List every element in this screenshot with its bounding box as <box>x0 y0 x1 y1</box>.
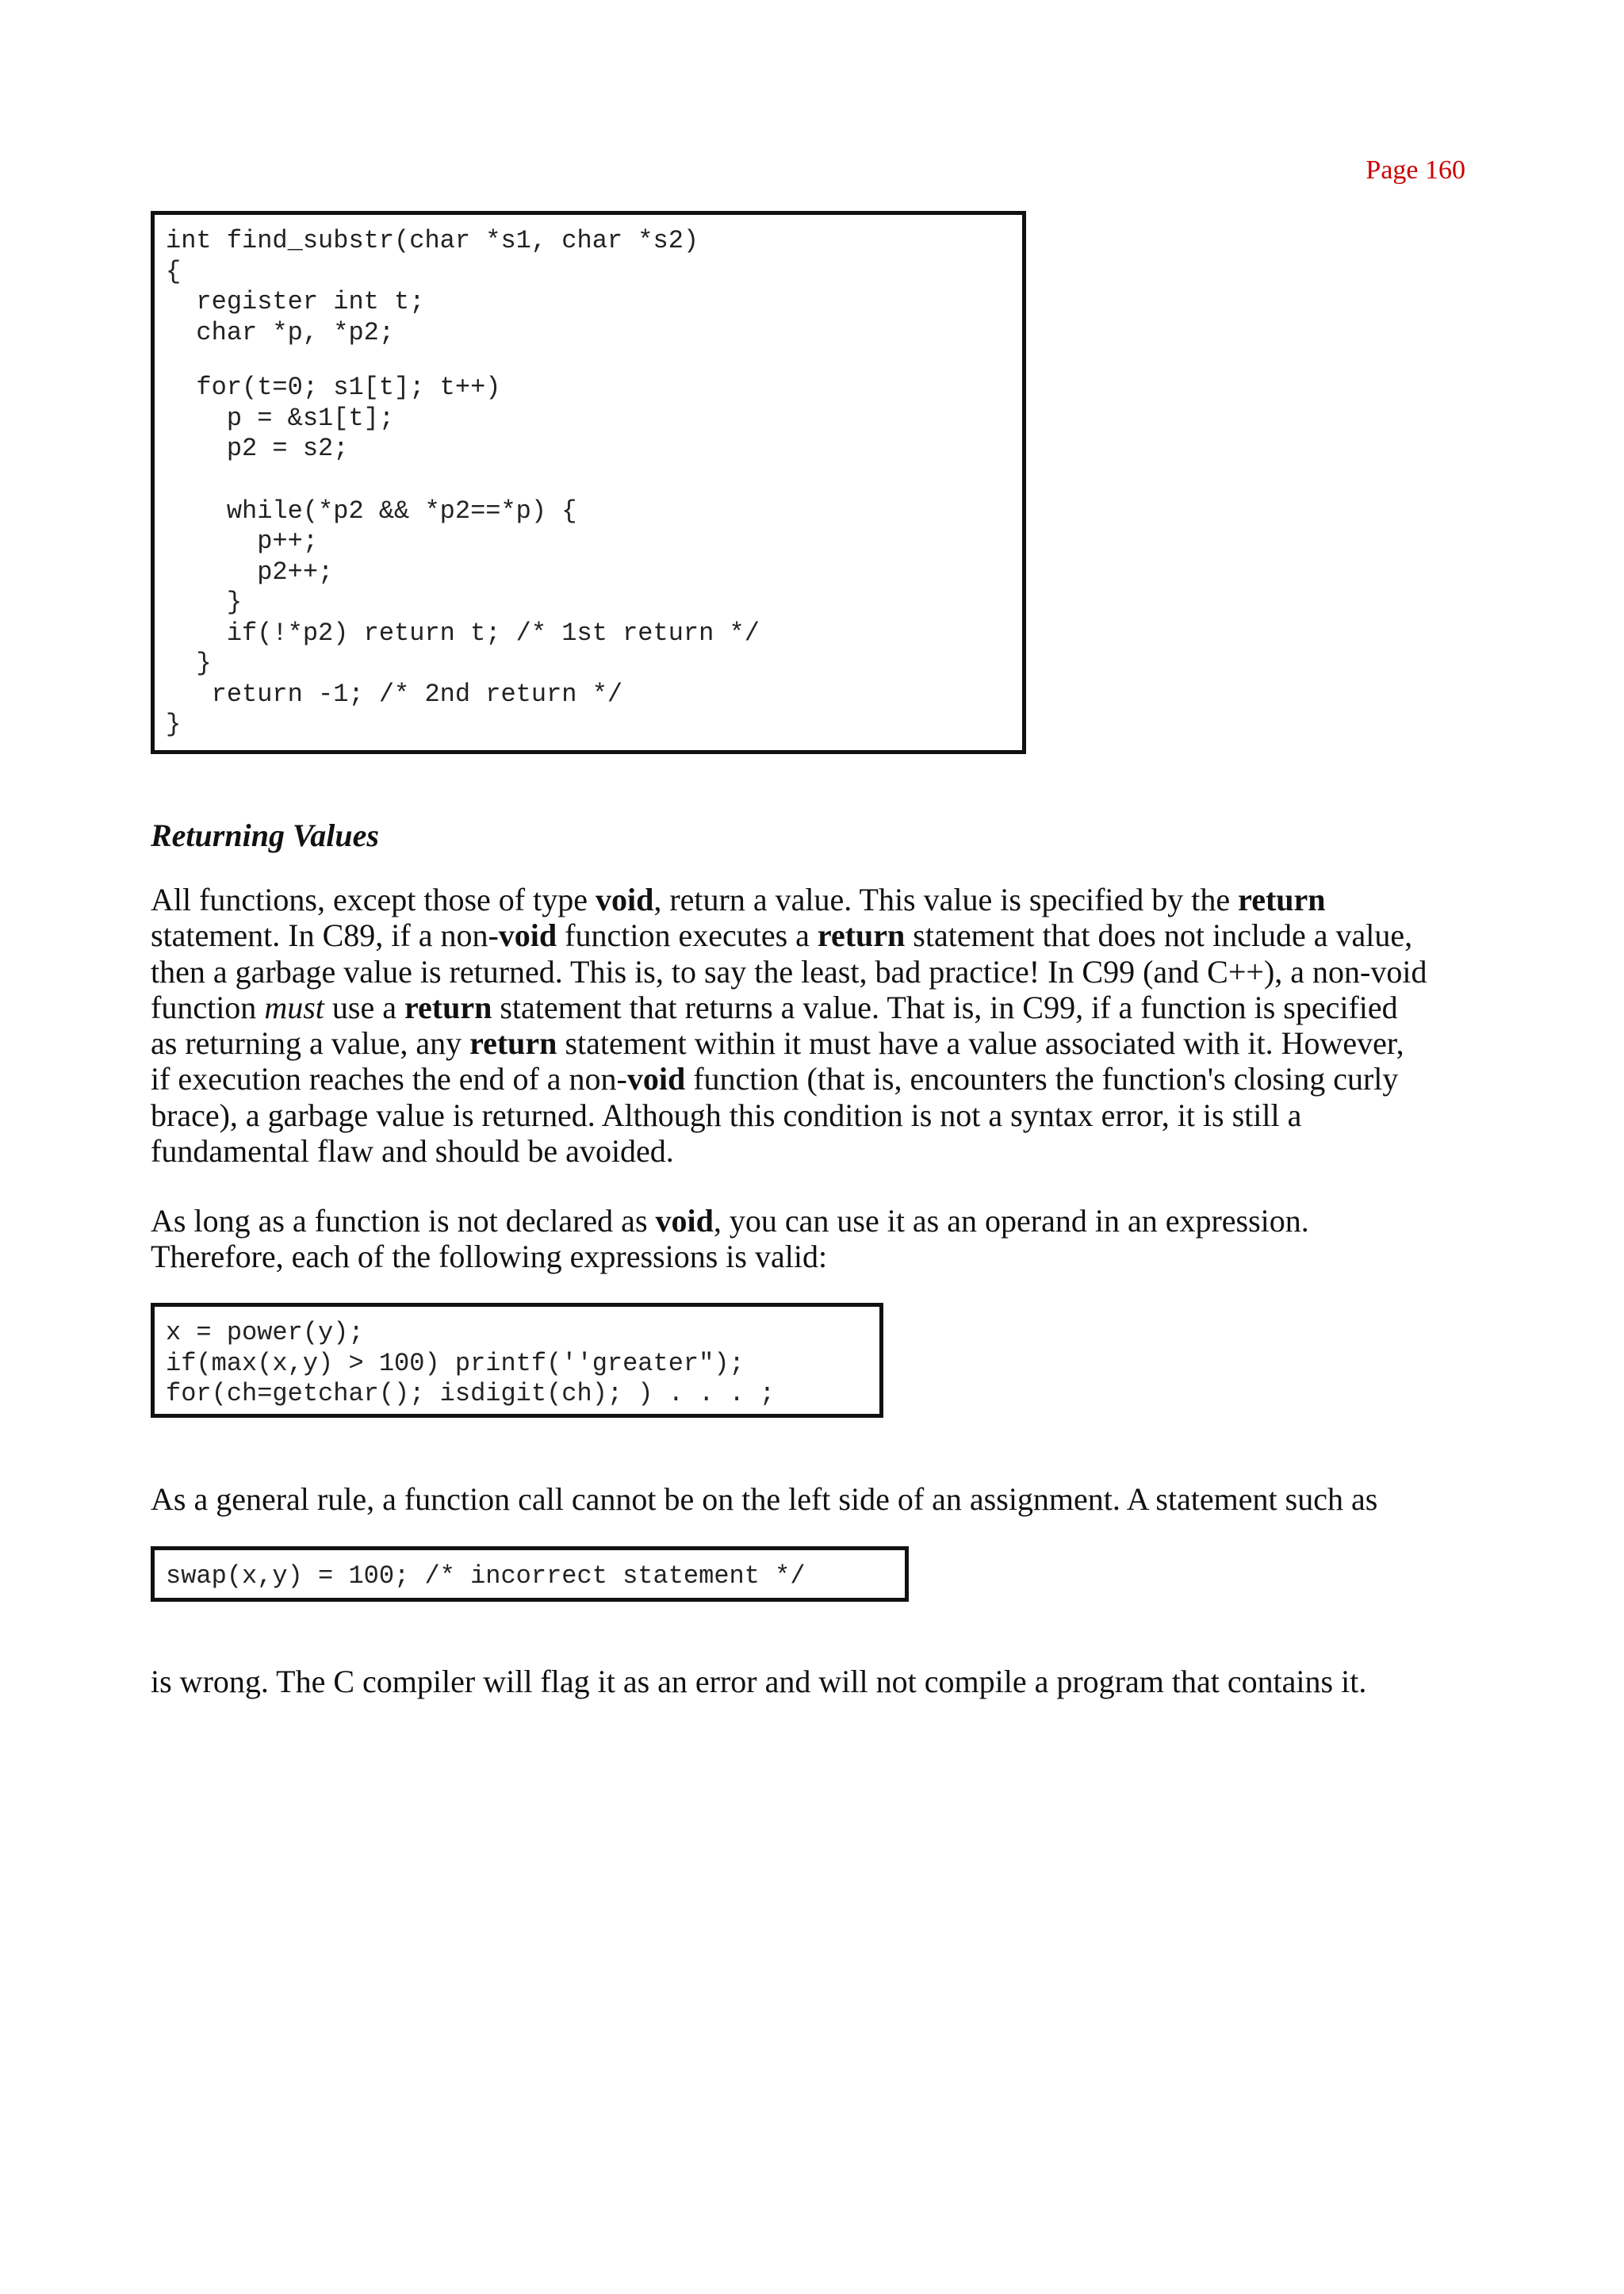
code-line: p = &s1[t]; <box>166 403 395 433</box>
code-line: } <box>166 710 182 739</box>
text-line: as returning a value, any return statement within it must have a value associated with it. However, <box>151 1025 1404 1062</box>
code-blank-line <box>166 348 1011 373</box>
paragraph-compiler-error: is wrong. The C compiler will flag it as an error and will not compile a program that contains it. <box>151 1664 1367 1699</box>
code-line: register int t; <box>166 287 425 316</box>
code-line: { <box>166 256 182 286</box>
paragraph-general-rule: As a general rule, a function call cannot be on the left side of an assignment. A statement such as <box>151 1481 1378 1517</box>
code-line: while(*p2 && *p2==*p) { <box>166 496 577 526</box>
text-line: then a garbage value is returned. This is, to say the least, bad practice! In C99 (and C++), a non-void <box>151 953 1427 990</box>
text-line: brace), a garbage value is returned. Although this condition is not a syntax error, it is still a <box>151 1097 1302 1133</box>
code-line: p++; <box>166 527 319 556</box>
code-line: p2++; <box>166 557 334 587</box>
paragraph-operand-expression <box>151 1203 1483 1275</box>
page-number: Page 160 <box>1365 155 1465 185</box>
code-line: } <box>166 649 212 678</box>
code-line: swap(x,y) = 100; /* incorrect statement */ <box>166 1561 806 1591</box>
code-line: x = power(y); <box>166 1318 364 1347</box>
code-block-expressions <box>151 1303 883 1418</box>
text-line: fundamental flaw and should be avoided. <box>151 1133 674 1170</box>
code-line: return -1; /* 2nd return */ <box>166 679 623 709</box>
text-line: statement. In C89, if a non-void function executes a return statement that does not include a value, <box>151 917 1413 954</box>
section-title: Returning Values <box>151 818 379 853</box>
code-line: if(max(x,y) > 100) printf(''greater"); <box>166 1348 745 1378</box>
code-block-incorrect <box>151 1546 909 1602</box>
text-line: Therefore, each of the following expressions is valid: <box>151 1239 828 1275</box>
code-block-find-substr <box>151 211 1026 754</box>
code-line: if(!*p2) return t; /* 1st return */ <box>166 618 760 648</box>
text-line: if execution reaches the end of a non-void function (that is, encounters the function's closing curly <box>151 1061 1399 1097</box>
code-blank-line <box>166 465 1011 496</box>
text-line: As long as a function is not declared as void, you can use it as an operand in an expression. <box>151 1203 1309 1239</box>
code-line: p2 = s2; <box>166 434 349 463</box>
code-line: char *p, *p2; <box>166 317 395 347</box>
text-line: All functions, except those of type void, return a value. This value is specified by the return <box>151 882 1326 917</box>
code-line: int find_substr(char *s1, char *s2) <box>166 226 699 255</box>
code-line: } <box>166 588 243 617</box>
paragraph-returning-values <box>151 882 1483 1169</box>
code-line: for(ch=getchar(); isdigit(ch); ) . . . ; <box>166 1379 776 1408</box>
code-line: for(t=0; s1[t]; t++) <box>166 373 501 402</box>
text-line: function must use a return statement that returns a value. That is, in C99, if a function is specified <box>151 989 1398 1025</box>
